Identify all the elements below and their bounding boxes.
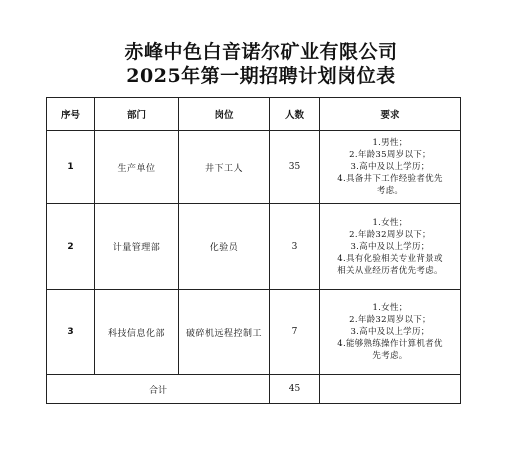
requirement-line: 2.年龄35周岁以下； [349, 150, 431, 160]
requirement-line: 2.年龄32周岁以下； [349, 229, 431, 240]
table-row [47, 290, 461, 375]
page-subtitle: 2025年第一期招聘计划岗位表 [126, 65, 396, 87]
requirement-line: 1.男性； [372, 138, 408, 148]
row-no: 2 [47, 204, 95, 290]
requirement-line: 2.年龄32周岁以下； [349, 315, 431, 325]
requirement-line: 3.高中及以上学历； [350, 241, 430, 252]
total-empty-cell [320, 375, 461, 404]
header-req: 要求 [320, 98, 461, 131]
requirement-line: 3.高中及以上学历； [350, 162, 430, 172]
table-row [47, 131, 461, 204]
requirement-line: 4.具有化验相关专业背景或 [337, 253, 443, 264]
requirement-line: 相关从业经历者优先考虑。 [337, 265, 443, 276]
header-post: 岗位 [179, 98, 270, 131]
row-requirements [320, 131, 461, 204]
table-row [47, 204, 461, 290]
requirement-line: 3.高中及以上学历； [350, 327, 430, 337]
page-title: 赤峰中色白音诺尔矿业有限公司 [124, 41, 398, 63]
requirement-line: 1.女性； [372, 303, 408, 313]
requirement-line: 4.具备井下工作经验者优先 [337, 174, 443, 184]
row-dept: 计量管理部 [95, 204, 179, 290]
row-count: 3 [270, 204, 320, 290]
recruitment-table [46, 97, 461, 404]
header-no: 序号 [47, 98, 95, 131]
row-post: 井下工人 [179, 131, 270, 204]
requirement-line: 先考虑。 [372, 351, 408, 361]
row-post: 化验员 [179, 204, 270, 290]
row-no: 1 [47, 131, 95, 204]
row-post: 破碎机远程控制工 [179, 290, 270, 375]
total-label: 合计 [47, 375, 270, 404]
header-dept: 部门 [95, 98, 179, 131]
row-count: 35 [270, 131, 320, 204]
header-count: 人数 [270, 98, 320, 131]
row-no: 3 [47, 290, 95, 375]
table-header-row [47, 98, 461, 131]
table-total-row [47, 375, 461, 404]
row-requirements [320, 204, 461, 290]
requirement-line: 4.能够熟练操作计算机者优 [337, 339, 443, 349]
row-dept: 生产单位 [95, 131, 179, 204]
requirement-line: 1.女性； [372, 217, 408, 228]
requirement-line: 考虑。 [376, 186, 404, 196]
row-dept: 科技信息化部 [95, 290, 179, 375]
row-count: 7 [270, 290, 320, 375]
total-count: 45 [270, 375, 320, 404]
row-requirements [320, 290, 461, 375]
